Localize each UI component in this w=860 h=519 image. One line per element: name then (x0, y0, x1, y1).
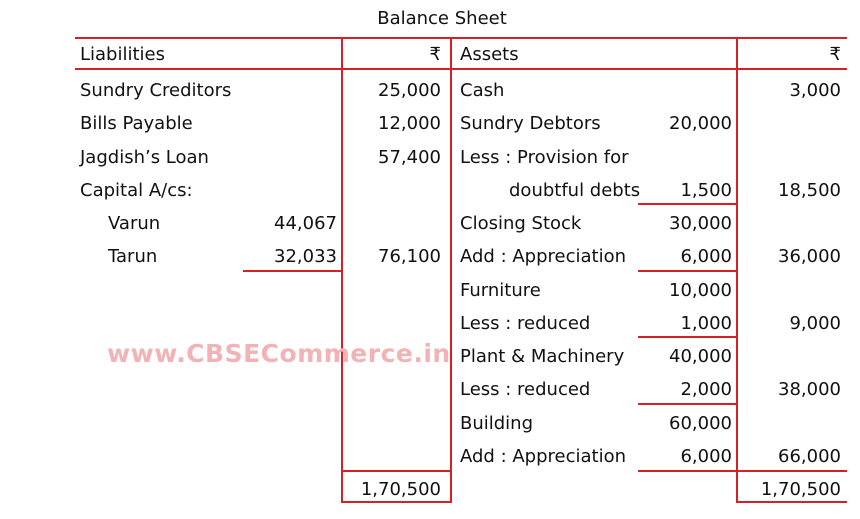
asset-label-stock-appreciation: Add : Appreciation (460, 246, 627, 267)
asset-inner-plant-reduced: 2,000 (680, 379, 732, 400)
liab-total-bottom-rule (341, 501, 452, 503)
furniture-subtotal-rule (638, 336, 736, 338)
liab-inner-tarun: 32,033 (274, 246, 337, 267)
asset-label-plant-reduced: Less : reduced (460, 379, 591, 400)
debtors-subtotal-rule (638, 203, 736, 205)
asset-inner-furniture-reduced: 1,000 (680, 313, 732, 334)
liab-label-bills-payable: Bills Payable (80, 113, 193, 134)
capital-subtotal-rule (243, 270, 341, 272)
center-divider (450, 37, 452, 503)
asset-label-provision-line1: Less : Provision for (460, 147, 629, 168)
liab-label-varun: Varun (108, 213, 161, 234)
page-title: Balance Sheet (377, 8, 507, 29)
asset-inner-stock-appreciation: 6,000 (680, 246, 732, 267)
liab-amount-sundry-creditors: 25,000 (378, 80, 441, 101)
asset-inner-provision: 1,500 (680, 180, 732, 201)
header-top-rule (75, 37, 847, 39)
asset-label-building-appreciation: Add : Appreciation (460, 446, 627, 467)
stock-subtotal-rule (638, 270, 736, 272)
assets-currency: ₹ (829, 44, 841, 65)
header-bottom-rule (75, 68, 847, 70)
plant-subtotal-rule (638, 403, 736, 405)
liabilities-currency: ₹ (429, 44, 441, 65)
asset-inner-furniture: 10,000 (669, 280, 732, 301)
asset-amount-cash: 3,000 (789, 80, 841, 101)
watermark: www.CBSECommerce.in (107, 339, 451, 368)
liab-amount-bills-payable: 12,000 (378, 113, 441, 134)
asset-total-bottom-rule (736, 501, 847, 503)
asset-amount-divider (736, 37, 738, 503)
liab-label-jagdish-loan: Jagdish’s Loan (80, 147, 209, 168)
liab-amount-jagdish-loan: 57,400 (378, 147, 441, 168)
assets-heading: Assets (460, 44, 519, 65)
asset-label-sundry-debtors: Sundry Debtors (460, 113, 601, 134)
asset-inner-building: 60,000 (669, 413, 732, 434)
asset-amount-furniture-net: 9,000 (789, 313, 841, 334)
liab-amount-capital-total: 76,100 (378, 246, 441, 267)
asset-amount-debtors-net: 18,500 (778, 180, 841, 201)
liab-label-sundry-creditors: Sundry Creditors (80, 80, 232, 101)
asset-label-closing-stock: Closing Stock (460, 213, 582, 234)
building-subtotal-rule (638, 470, 736, 472)
asset-inner-building-appreciation: 6,000 (680, 446, 732, 467)
asset-total-top-rule (736, 470, 847, 472)
asset-label-plant: Plant & Machinery (460, 346, 625, 367)
asset-inner-sundry-debtors: 20,000 (669, 113, 732, 134)
asset-grand-total: 1,70,500 (760, 479, 841, 500)
liab-inner-varun: 44,067 (274, 213, 337, 234)
liab-total-top-rule (341, 470, 452, 472)
asset-label-furniture: Furniture (460, 280, 541, 301)
asset-amount-plant-net: 38,000 (778, 379, 841, 400)
asset-amount-building-net: 66,000 (778, 446, 841, 467)
liab-grand-total: 1,70,500 (360, 479, 441, 500)
liabilities-heading: Liabilities (80, 44, 165, 65)
asset-amount-stock-net: 36,000 (778, 246, 841, 267)
liab-label-tarun: Tarun (108, 246, 158, 267)
asset-inner-plant: 40,000 (669, 346, 732, 367)
asset-inner-closing-stock: 30,000 (669, 213, 732, 234)
liab-label-capital: Capital A/cs: (80, 180, 193, 201)
asset-label-provision-line2: doubtful debts (509, 180, 641, 201)
asset-label-building: Building (460, 413, 534, 434)
asset-label-furniture-reduced: Less : reduced (460, 313, 591, 334)
liab-amount-divider (341, 37, 343, 503)
asset-label-cash: Cash (460, 80, 505, 101)
